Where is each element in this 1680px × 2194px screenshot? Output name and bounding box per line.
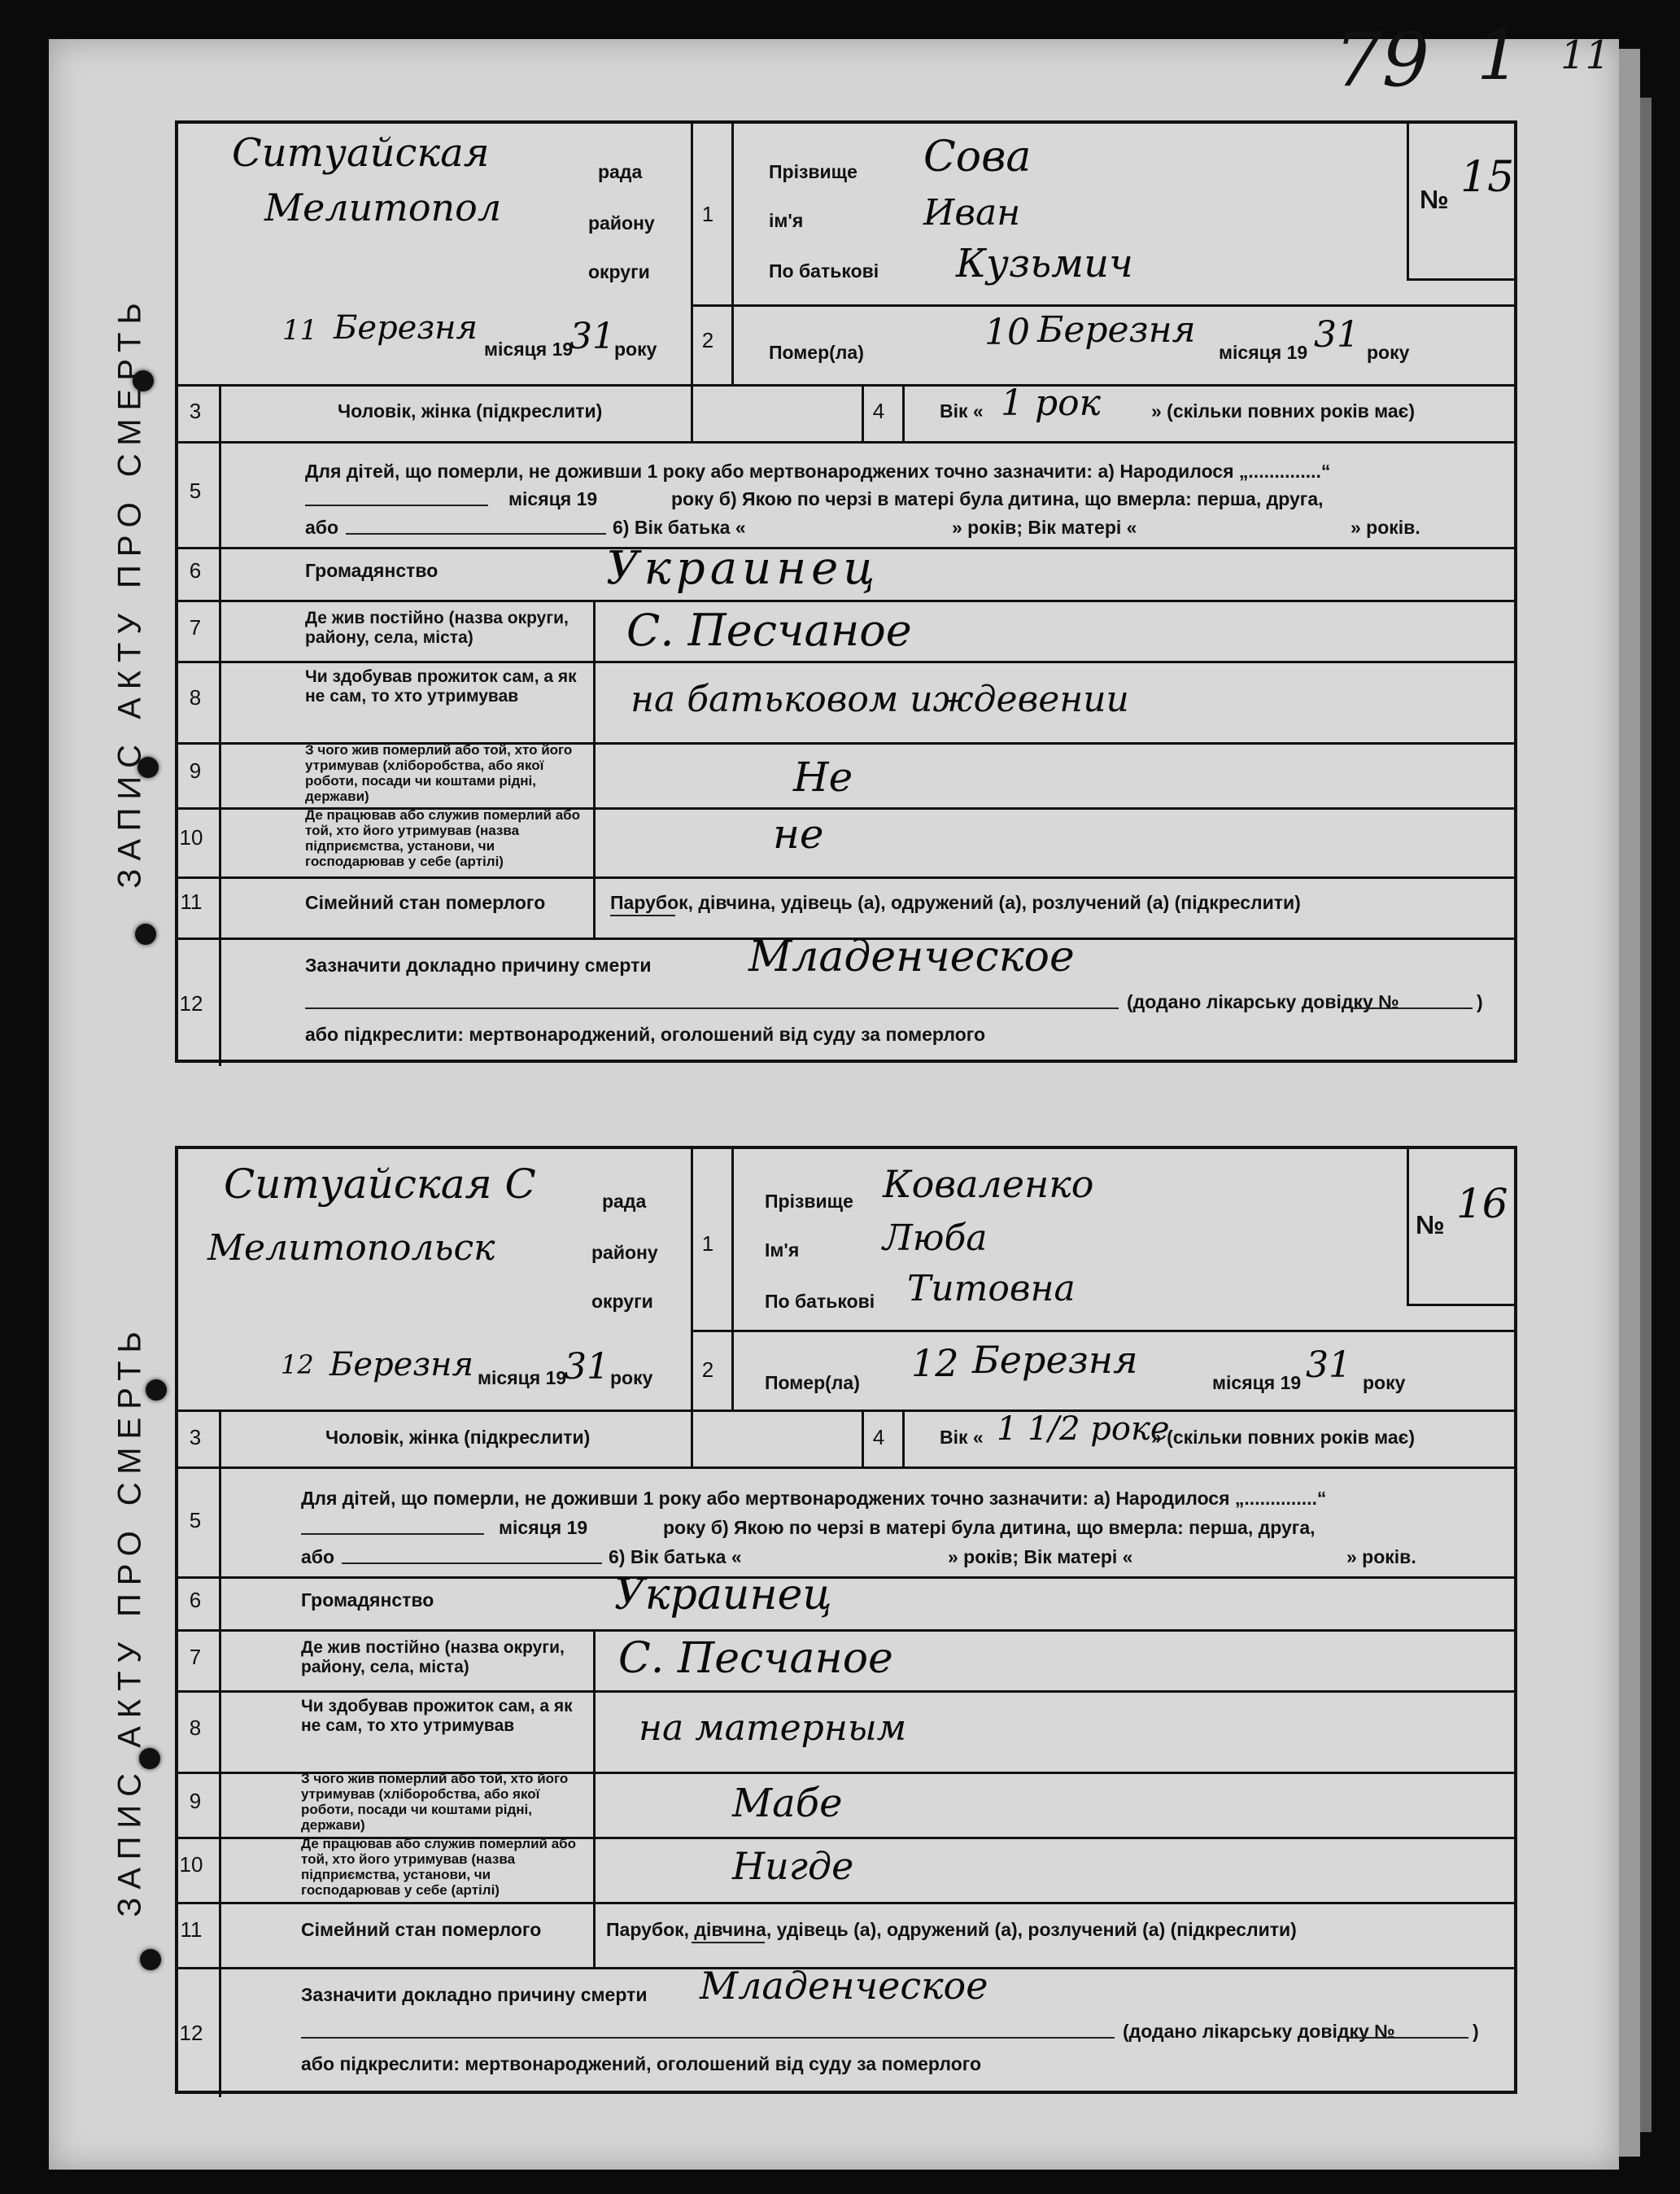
row-number: 5 (189, 1508, 202, 1532)
corner-mark-2: 11 (1560, 33, 1611, 78)
death-day: 10 (984, 312, 1030, 353)
patronymic-value: Кузьмич (956, 241, 1133, 286)
record-number: 16 (1456, 1180, 1508, 1227)
reg-month: Березня (334, 309, 478, 347)
surname-value: Коваленко (883, 1162, 1094, 1206)
death-month: Березня (972, 1338, 1138, 1382)
row-number: 7 (189, 1645, 202, 1669)
death-label: Помер(ла) (769, 342, 864, 363)
corner-mark: 1 (1477, 15, 1521, 96)
death-year-label: року (1367, 342, 1410, 363)
age-label-end: » (скільки повних років має) (1151, 1427, 1416, 1448)
children-line-1: Для дітей, що померли, не доживши 1 року або мертвонароджених точно зазначити: а) Народилося „..............“ (305, 461, 1331, 482)
stillborn-label: або підкреслити: мертвонароджений, оголошений від суду за померлого (305, 1024, 986, 1045)
death-label: Помер(ла) (765, 1372, 860, 1393)
cause-label: Зазначити докладно причину смерти (305, 955, 652, 976)
row-number: 11 (180, 889, 203, 914)
death-year-label: року (1363, 1372, 1406, 1393)
row-number: 6 (189, 558, 202, 583)
page-number: 79 (1334, 16, 1430, 103)
row-number: 5 (189, 479, 202, 503)
marital-options: Парубок, дівчина, удівець (а), одружений (а), розлучений (а) (підкреслити) (610, 892, 1301, 913)
row-number: 8 (189, 1715, 202, 1740)
cert-end: ) (1477, 991, 1483, 1012)
record-number: 15 (1460, 153, 1515, 202)
citizenship-label: Громадянство (305, 560, 439, 581)
form-grid (175, 1146, 1517, 2094)
death-month-label: місяця 19 (1219, 342, 1308, 363)
reg-month-label: місяця 19 (478, 1367, 567, 1388)
death-year: 31 (1314, 314, 1359, 356)
children-line-1: Для дітей, що померли, не доживши 1 року або мертвонароджених точно зазначити: а) Народилося „..............“ (301, 1488, 1327, 1509)
row-number: 1 (701, 202, 714, 226)
record-number-label: № (1420, 185, 1449, 214)
source-label: З чого жив померлий або той, хто його утримував (хліборобства, або якої роботи, посади чи коштами рідні, держави) (305, 742, 573, 804)
okrug-label: округи (591, 1291, 653, 1312)
row-number: 11 (180, 1917, 203, 1942)
name-value: Иван (923, 192, 1021, 234)
age-label: Вік « (940, 400, 984, 422)
marital-options: Парубок, дівчина, удівець (а), одружений (а), розлучений (а) (підкреслити) (606, 1919, 1297, 1940)
death-day: 12 (911, 1341, 959, 1385)
death-record-form-2 (111, 1146, 1517, 2094)
council-label: рада (598, 161, 643, 182)
livelihood-label: Чи здобував прожиток сам, а як не сам, то хто утримував (301, 1697, 573, 1735)
residence-label: Де жив постійно (назва округи, району, села, міста) (305, 609, 569, 647)
surname-label: Прізвище (765, 1191, 853, 1212)
citizenship-label: Громадянство (301, 1589, 434, 1611)
okrug-label: округи (588, 261, 650, 282)
death-record-form-1 (111, 120, 1517, 1063)
age-label-end: » (скільки повних років має) (1151, 400, 1416, 422)
cause-value: Младенческое (700, 1964, 988, 2008)
children-line-3a: або (305, 517, 339, 538)
livelihood-value: на матерным (639, 1707, 907, 1749)
sex-label: Чоловік, жінка (підкреслити) (325, 1427, 591, 1448)
record-number-label: № (1416, 1210, 1445, 1239)
children-line-3b: 6) Вік батька « (609, 1546, 742, 1567)
row-number: 3 (189, 1425, 202, 1449)
row-number: 10 (179, 825, 203, 850)
stillborn-label: або підкреслити: мертвонароджений, оголошений від суду за померлого (301, 2053, 982, 2074)
children-line-2b: року б) Якою по черзі в матері була дитина, що вмерла: перша, друга, (663, 1517, 1316, 1538)
children-line-3a: або (301, 1546, 335, 1567)
row-number: 12 (179, 991, 203, 1016)
workplace-value: не (773, 811, 824, 858)
reg-month: Березня (329, 1346, 473, 1383)
children-line-2b: року б) Якою по черзі в матері була дитина, що вмерла: перша, друга, (671, 488, 1324, 509)
reg-year-label: року (614, 339, 657, 360)
name-label: ім'я (769, 210, 804, 231)
children-line-3c: » років; Вік матері « (952, 517, 1137, 538)
children-line-3c: » років; Вік матері « (948, 1546, 1133, 1567)
cause-label: Зазначити докладно причину смерти (301, 1984, 648, 2005)
name-label: Ім'я (765, 1239, 800, 1261)
livelihood-value: на батьковом иждевении (631, 679, 1129, 720)
side-title: ЗАПИС АКТУ ПРО СМЕРТЬ (111, 1322, 148, 1917)
row-number: 1 (701, 1231, 714, 1256)
marital-label: Сімейний стан померлого (305, 892, 546, 913)
district-value: Мелитопольск (207, 1227, 495, 1269)
row-number: 2 (701, 328, 714, 352)
children-line-2a: місяця 19 (499, 1517, 588, 1538)
council-value: Ситуайская С (224, 1160, 536, 1208)
residence-value: С. Песчаное (618, 1634, 893, 1683)
district-value: Мелитопол (264, 186, 502, 229)
district-label: району (591, 1242, 658, 1263)
row-number: 6 (189, 1588, 202, 1612)
cause-value: Младенческое (748, 933, 1075, 981)
row-number: 10 (179, 1852, 203, 1877)
age-label: Вік « (940, 1427, 984, 1448)
citizenship-value: Украинец (614, 1571, 832, 1619)
row-number: 2 (701, 1357, 714, 1382)
row-number: 8 (189, 685, 202, 710)
council-label: рада (602, 1191, 647, 1212)
row-number: 3 (189, 399, 202, 423)
sex-label: Чоловік, жінка (підкреслити) (338, 400, 603, 422)
residence-label: Де жив постійно (назва округи, району, села, міста) (301, 1638, 565, 1676)
workplace-label: Де працював або служив померлий або той, хто його утримував (назва підприємства, установи, чи господарював у себе (артілі) (301, 1836, 577, 1898)
age-value: 1 1/2 роке (997, 1410, 1170, 1448)
row-number: 9 (189, 758, 202, 783)
death-month: Березня (1037, 309, 1196, 351)
source-label: З чого жив померлий або той, хто його утримував (хліборобства, або якої роботи, посади чи коштами рідні, держави) (301, 1771, 569, 1833)
workplace-label: Де працював або служив померлий або той, хто його утримував (назва підприємства, установи, чи господарював у себе (артілі) (305, 807, 581, 869)
source-value: Мабе (732, 1781, 843, 1826)
citizenship-value: Украинец (606, 542, 880, 595)
death-year: 31 (1306, 1344, 1351, 1386)
row-number: 4 (872, 1425, 885, 1449)
children-line-2a: місяця 19 (508, 488, 598, 509)
livelihood-label: Чи здобував прожиток сам, а як не сам, то хто утримував (305, 667, 577, 706)
cert-label: (додано лікарську довідку № (1127, 991, 1399, 1012)
reg-day: 11 (282, 314, 318, 347)
row-number: 7 (189, 615, 202, 640)
page-edge-back (1619, 49, 1640, 2157)
cert-label: (додано лікарську довідку № (1123, 2021, 1395, 2042)
reg-year: 31 (569, 316, 615, 357)
death-month-label: місяця 19 (1212, 1372, 1302, 1393)
marital-label: Сімейний стан померлого (301, 1919, 542, 1940)
page-edge-back-2 (1640, 98, 1652, 2132)
reg-year-label: року (610, 1367, 653, 1388)
district-label: району (588, 212, 655, 234)
patronymic-label: По батькові (769, 260, 879, 282)
children-line-3d: » років. (1346, 1546, 1416, 1567)
residence-value: С. Песчаное (626, 605, 912, 656)
reg-year: 31 (564, 1346, 609, 1388)
row-number: 4 (872, 399, 885, 423)
patronymic-label: По батькові (765, 1291, 875, 1312)
children-line-3d: » років. (1351, 517, 1420, 538)
council-value: Ситуайская (232, 130, 490, 176)
children-line-3b: 6) Вік батька « (613, 517, 746, 538)
workplace-value: Нигде (732, 1844, 854, 1888)
source-value: Не (793, 754, 853, 801)
row-number: 12 (179, 2021, 203, 2045)
row-number: 9 (189, 1789, 202, 1813)
surname-value: Сова (923, 133, 1032, 181)
surname-label: Прізвище (769, 161, 857, 182)
name-value: Люба (883, 1217, 988, 1259)
patronymic-value: Титовна (907, 1268, 1076, 1309)
cert-end: ) (1473, 2021, 1479, 2042)
reg-day: 12 (281, 1349, 314, 1380)
side-title: ЗАПИС АКТУ ПРО СМЕРТЬ (111, 295, 148, 889)
age-value: 1 рок (1001, 382, 1101, 424)
reg-month-label: місяця 19 (484, 339, 574, 360)
